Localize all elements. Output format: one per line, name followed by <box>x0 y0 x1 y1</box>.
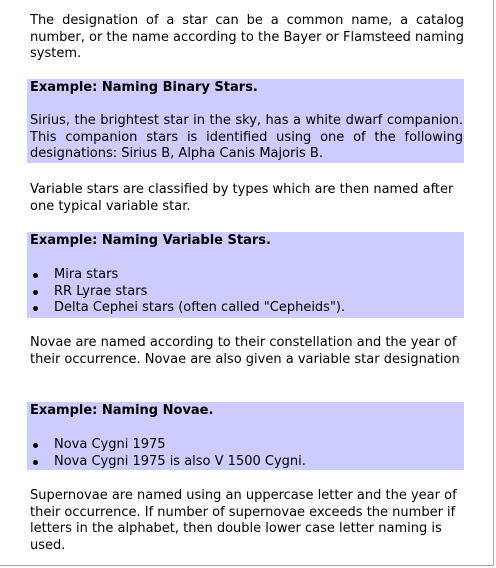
bullet-icon <box>33 273 38 278</box>
example-title-binary-stars: Example: Naming Binary Stars. <box>30 80 258 95</box>
example-title-novae: Example: Naming Novae. <box>30 403 214 418</box>
example-box-variable-stars <box>27 232 464 318</box>
bullet-icon <box>33 306 38 311</box>
list-item: Nova Cygni 1975 <box>27 437 306 454</box>
list-item: RR Lyrae stars <box>27 284 345 301</box>
variable-stars-paragraph: Variable stars are classified by types which are then named after one typical variable star. <box>30 182 454 214</box>
bullet-icon <box>33 443 38 448</box>
novae-list <box>27 437 306 470</box>
example-text-binary-stars: Sirius, the brightest star in the sky, has a white dwarf companion. This companion stars is identified using one of the following designations: Sirius B, Alpha Canis Majoris B. <box>30 113 463 161</box>
novae-paragraph: Novae are named according to their constellation and the year of their occurrence. Novae are also given a variable star designation <box>30 335 460 367</box>
bullet-icon <box>33 290 38 295</box>
list-item: Mira stars <box>27 267 345 284</box>
list-item: Delta Cephei stars (often called "Cepheids"). <box>27 300 345 317</box>
bullet-icon <box>33 460 38 465</box>
intro-paragraph: The designation of a star can be a common name, a catalog number, or the name according to the Bayer or Flamsteed naming system. <box>30 13 464 61</box>
example-box-binary-stars <box>27 79 464 163</box>
supernovae-paragraph: Supernovae are named using an uppercase letter and the year of their occurrence. If number of supernovae exceeds the number if letters in the alphabet, then double lower case letter naming is used. <box>30 488 457 553</box>
list-item: Nova Cygni 1975 is also V 1500 Cygni. <box>27 454 306 471</box>
example-title-variable-stars: Example: Naming Variable Stars. <box>30 233 271 248</box>
variable-stars-list <box>27 267 345 317</box>
example-box-novae <box>27 402 464 470</box>
